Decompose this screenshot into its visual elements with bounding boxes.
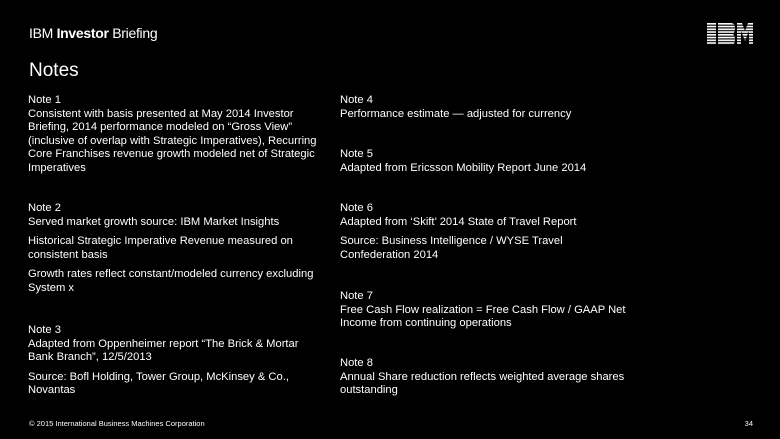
- note-3: [28, 324, 318, 398]
- page-title: Notes: [29, 60, 79, 81]
- brand-investor: Investor: [56, 25, 109, 41]
- note-heading: Note 4: [340, 94, 373, 106]
- note-text: Historical Strategic Imperative Revenue measured on consistent basis: [28, 235, 293, 261]
- copyright-footer: © 2015 International Business Machines Corporation: [29, 419, 205, 428]
- note-text: Annual Share reduction reflects weighted average shares outstanding: [340, 370, 625, 396]
- note-text: Growth rates reflect constant/modeled currency excluding System x: [28, 268, 314, 294]
- note-5: [340, 148, 630, 175]
- note-heading: Note 7: [340, 290, 373, 302]
- note-heading: Note 8: [340, 357, 373, 369]
- note-1: [28, 94, 318, 175]
- note-text: Free Cash Flow realization = Free Cash Flow / GAAP Net Income from continuing operations: [340, 303, 626, 329]
- ibm-logo: [707, 23, 753, 45]
- brand-briefing: Briefing: [108, 25, 158, 41]
- note-text: Source: Bofl Holding, Tower Group, McKinsey & Co., Novantas: [28, 370, 289, 396]
- note-text: Source: Business Intelligence / WYSE Travel Confederation 2014: [340, 235, 563, 261]
- brand-title: [29, 25, 157, 41]
- note-6: [340, 202, 630, 262]
- note-text: Adapted from Ericsson Mobility Report June 2014: [340, 161, 587, 174]
- note-heading: Note 2: [28, 202, 61, 214]
- note-2: [28, 202, 318, 295]
- note-text: Consistent with basis presented at May 2014 Investor Briefing, 2014 performance modeled on “Gross View” (inclusive of overlap with Strategic Imperatives), Recurring Core Franchises revenue growth modeled net of Strategic Imperatives: [28, 107, 317, 174]
- page-number: 34: [744, 419, 753, 428]
- note-4: [340, 94, 630, 121]
- note-heading: Note 1: [28, 94, 61, 106]
- note-heading: Note 6: [340, 202, 373, 214]
- brand-ibm: IBM: [29, 25, 57, 41]
- note-text: Performance estimate — adjusted for currency: [340, 107, 572, 120]
- note-text: Adapted from Oppenheimer report “The Brick & Mortar Bank Branch”, 12/5/2013: [28, 337, 299, 363]
- note-heading: Note 5: [340, 148, 373, 160]
- note-8: [340, 357, 630, 398]
- note-text: Adapted from ‘Skift’ 2014 State of Travel Report: [340, 215, 577, 228]
- note-text: Served market growth source: IBM Market Insights: [28, 215, 280, 228]
- note-heading: Note 3: [28, 324, 61, 336]
- note-7: [340, 290, 630, 331]
